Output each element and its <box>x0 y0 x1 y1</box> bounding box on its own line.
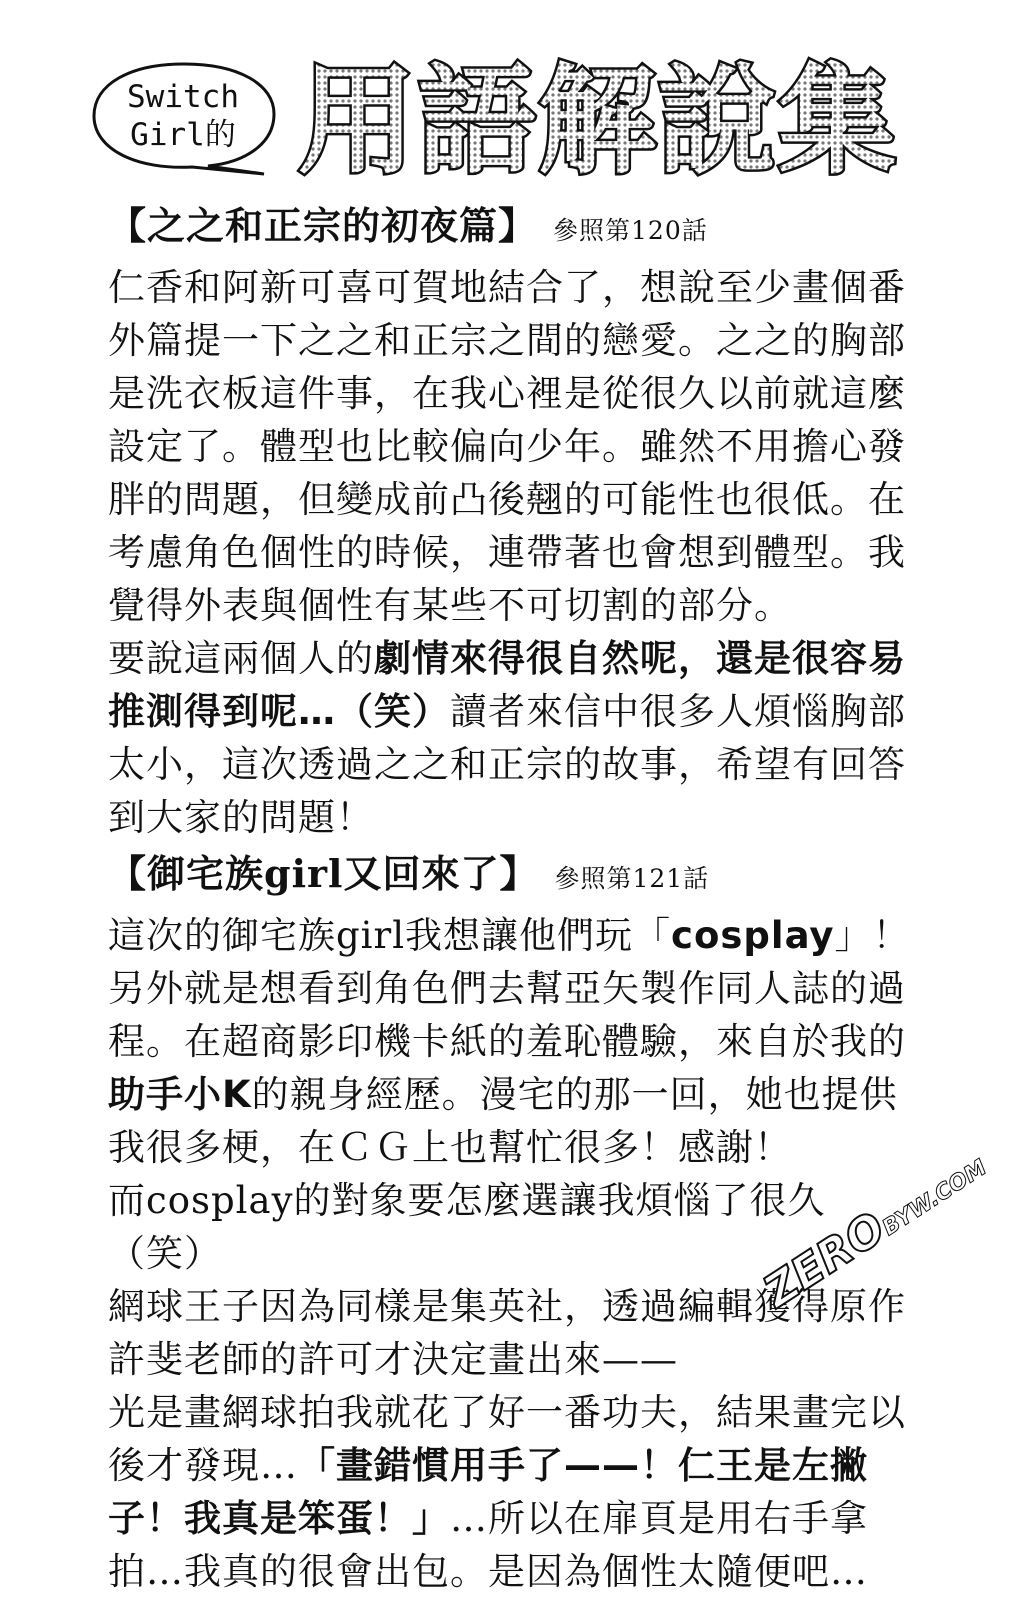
body-text: 」！另外就是想看到角色們去幫亞矢製作同人誌的過程。在超商影印機卡紙的羞恥體驗，來自於我的 <box>108 914 911 1063</box>
speech-bubble <box>88 58 280 176</box>
emphasis-text: 助手小K <box>108 1073 252 1116</box>
watermark-domain: BYW.COM <box>878 1155 992 1242</box>
body-text: 而cosplay的對象要怎麼選讓我煩惱了很久（笑） <box>108 1179 826 1275</box>
section-title: 【御宅族girl又回來了】 <box>108 851 539 896</box>
body-text: 這次的御宅族girl我想讓他們玩「 <box>108 914 672 957</box>
chapter-reference: 參照第121話 <box>554 864 710 893</box>
paragraph <box>108 632 918 844</box>
page-title <box>298 50 898 190</box>
watermark-main: ZERO <box>755 1202 895 1318</box>
paragraph <box>108 1386 918 1598</box>
glossary-body <box>108 196 918 1598</box>
body-text: 網球王子因為同樣是集英社，透過編輯獲得原作許斐老師的許可才決定畫出來—— <box>108 1285 906 1381</box>
section-heading <box>108 196 918 261</box>
body-text: 光是畫網球拍我就花了好一番功夫，結果畫完以後才發現… <box>108 1391 906 1487</box>
emphasis-text: cosplay <box>671 914 835 957</box>
chapter-reference: 參照第120話 <box>553 216 708 245</box>
emphasis-text: 劇情來得很自然呢，還是很容易推測得到呢…（笑） <box>108 637 906 733</box>
section-heading <box>108 844 918 909</box>
section-title: 【之之和正宗的初夜篇】 <box>108 203 538 248</box>
body-text: 的親身經歷。漫宅的那一回，她也提供我很多梗，在ＣＧ上也幫忙很多！感謝！ <box>108 1073 898 1169</box>
page-title-text: 用語解說集 <box>297 52 899 190</box>
body-text: 讀者來信中很多人煩惱胸部太小，這次透過之之和正宗的故事，希望有回答到大家的問題！ <box>108 690 906 839</box>
paragraph <box>108 909 918 1174</box>
bubble-text-line-2: Girl的 <box>130 117 236 153</box>
body-text: …所以在扉頁是用右手拿拍…我真的很會出包。是因為個性太隨便吧… <box>108 1497 868 1593</box>
emphasis-text: 「畫錯慣用手了——！仁王是左撇子！我真是笨蛋！」 <box>108 1444 868 1540</box>
body-text: 要說這兩個人的 <box>108 637 374 680</box>
paragraph <box>108 261 918 632</box>
bubble-text-line-1: Switch <box>127 79 239 115</box>
body-text: 仁香和阿新可喜可賀地結合了，想說至少畫個番外篇提一下之之和正宗之間的戀愛。之之的胸部是洗衣板這件事，在我心裡是從很久以前就這麼設定了。體型也比較偏向少年。雖然不用擔心發胖的問題，但變成前凸後翹的可能性也很低。在考慮角色個性的時候，連帶著也會想到體型。我覺得外表與個性有某些不可切割的部分。 <box>108 266 906 627</box>
